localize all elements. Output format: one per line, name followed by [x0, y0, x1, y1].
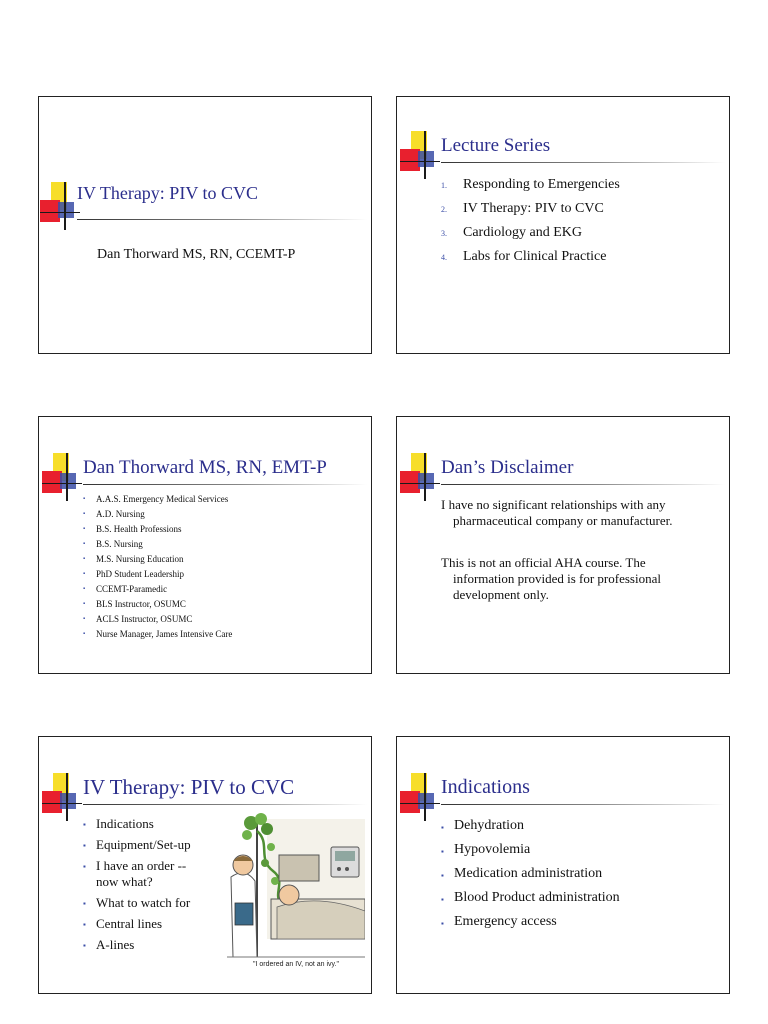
slide-5 [38, 736, 372, 994]
cartoon-caption: "I ordered an IV, not an ivy." [253, 961, 339, 968]
slide-decoration [42, 773, 82, 821]
list-item: ▪ Emergency access [441, 914, 557, 929]
indications-list [441, 817, 620, 937]
list-item: ▪ Indications [83, 816, 154, 831]
list-item: 4. Labs for Clinical Practice [441, 249, 607, 264]
slide-title: Dan Thorward MS, RN, EMT-P [83, 457, 327, 478]
list-item: 3. Cardiology and EKG [441, 225, 582, 240]
slide-decoration [400, 453, 440, 501]
title-rule [441, 162, 725, 163]
slide-1 [38, 96, 372, 354]
slide-decoration [42, 453, 82, 501]
topics-list [83, 816, 223, 958]
list-item: 2. IV Therapy: PIV to CVC [441, 201, 604, 216]
ivy-cartoon-illustration [227, 807, 365, 975]
slide-title: Indications [441, 776, 530, 798]
slide-title: IV Therapy: PIV to CVC [77, 183, 259, 203]
list-item: ▪ I have an order -- now what? [83, 858, 187, 889]
list-item: ▪ Hypovolemia [441, 842, 531, 857]
slide-3 [38, 416, 372, 674]
slide-decoration [40, 182, 80, 230]
slide-title: Lecture Series [441, 135, 551, 156]
disclaimer-paragraph-2: This is not an official AHA course. The information provided is for professional development only. [441, 555, 661, 602]
list-item: ▪ Nurse Manager, James Intensive Care [83, 629, 233, 639]
lecture-list [441, 173, 620, 269]
list-item: ▪ PhD Student Leadership [83, 569, 184, 579]
title-rule [441, 484, 725, 485]
title-rule [441, 804, 725, 805]
title-rule [83, 484, 367, 485]
list-item: ▪ Dehydration [441, 818, 524, 833]
slide-2 [396, 96, 730, 354]
list-item: ▪ BLS Instructor, OSUMC [83, 599, 186, 609]
list-item: ▪ What to watch for [83, 895, 191, 910]
credentials-list [83, 492, 232, 642]
slide-decoration [400, 131, 440, 179]
list-item: ▪ A.A.S. Emergency Medical Services [83, 494, 229, 504]
list-item: ▪ ACLS Instructor, OSUMC [83, 614, 193, 624]
list-item: ▪ B.S. Health Professions [83, 524, 182, 534]
list-item: ▪ A-lines [83, 937, 135, 952]
title-rule [83, 804, 367, 805]
list-item: ▪ Central lines [83, 916, 163, 931]
list-item: ▪ CCEMT-Paramedic [83, 584, 168, 594]
list-item: ▪ Medication administration [441, 866, 603, 881]
slide-title: Dan’s Disclaimer [441, 457, 574, 478]
slide-decoration [400, 773, 440, 821]
slide-4 [396, 416, 730, 674]
list-item: ▪ Blood Product administration [441, 890, 620, 905]
disclaimer-paragraph-1: I have no significant relationships with any pharmaceutical company or manufacturer. [441, 497, 673, 528]
list-item: ▪ A.D. Nursing [83, 509, 145, 519]
slide-title: IV Therapy: PIV to CVC [83, 775, 295, 799]
title-rule [77, 219, 367, 220]
list-item: ▪ B.S. Nursing [83, 539, 143, 549]
slide-subtitle: Dan Thorward MS, RN, CCEMT-P [97, 247, 296, 262]
list-item: ▪ M.S. Nursing Education [83, 554, 184, 564]
slide-6 [396, 736, 730, 994]
list-item: ▪ Equipment/Set-up [83, 837, 191, 852]
list-item: 1. Responding to Emergencies [441, 177, 620, 192]
